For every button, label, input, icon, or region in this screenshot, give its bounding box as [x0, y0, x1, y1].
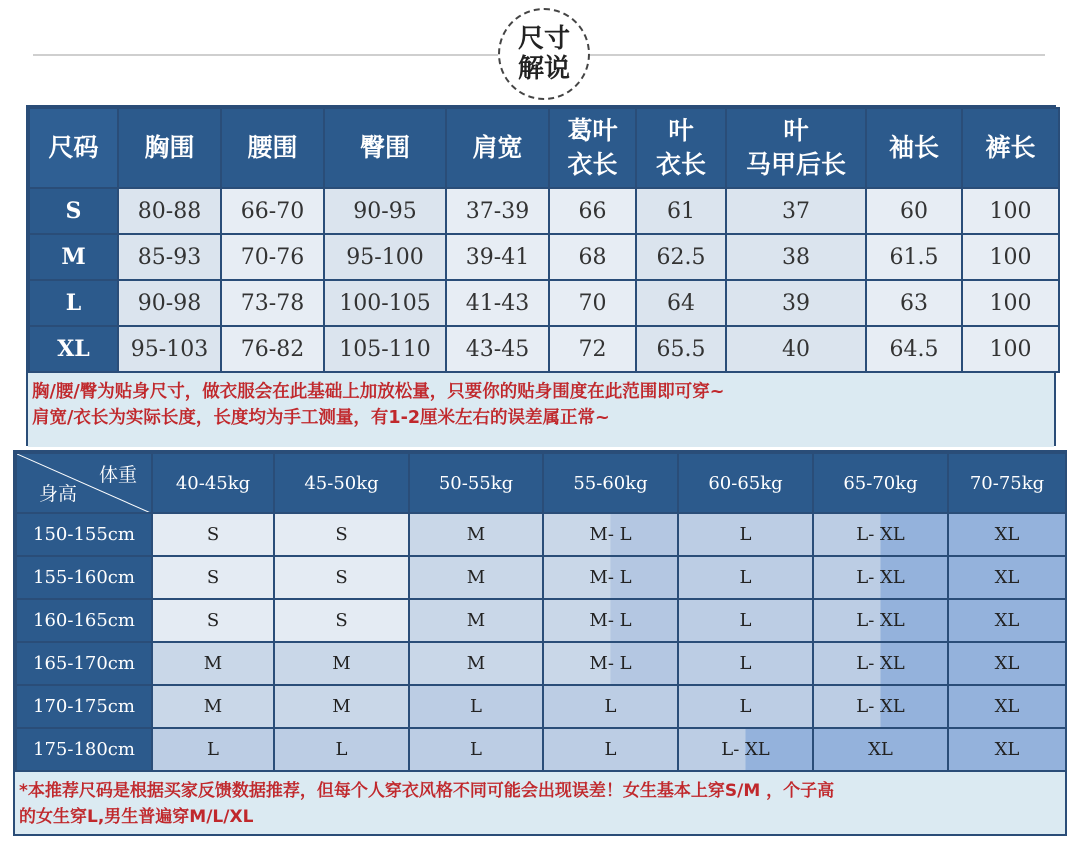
recommended-size-cell: S [152, 599, 274, 642]
weight-col-header: 45-50kg [274, 453, 409, 513]
size-row [29, 234, 1059, 280]
size-col-header [118, 108, 221, 188]
measurement-cell: 73-78 [221, 280, 324, 326]
measurement-cell: 100 [962, 188, 1059, 234]
measurement-cell: 95-100 [324, 234, 446, 280]
measurement-cell: 100 [962, 234, 1059, 280]
measurement-cell: 70-76 [221, 234, 324, 280]
measurement-cell: 61.5 [866, 234, 962, 280]
measurement-cell: 64.5 [866, 326, 962, 372]
recommendation-notes [15, 772, 1065, 834]
height-label-cell: 175-180cm [16, 728, 152, 771]
size-col-header [324, 108, 446, 188]
size-col-header [221, 108, 324, 188]
size-label-cell: S [29, 188, 118, 234]
size-label-cell: XL [29, 326, 118, 372]
recommended-size-cell: L- XL [813, 642, 948, 685]
measurement-cell: 37-39 [446, 188, 549, 234]
recommended-size-cell: L [678, 685, 813, 728]
size-table-notes [28, 373, 1054, 447]
recommended-size-cell: M [409, 513, 543, 556]
recommended-size-cell: S [152, 556, 274, 599]
title-line-1: 尺寸 [517, 24, 570, 54]
recommended-size-cell: M [274, 642, 409, 685]
size-recommendation-table [13, 450, 1067, 836]
measurement-cell: 41-43 [446, 280, 549, 326]
weight-col-header: 40-45kg [152, 453, 274, 513]
recommended-size-cell: M [152, 685, 274, 728]
header-text: 叶 [783, 116, 809, 145]
size-label-cell: M [29, 234, 118, 280]
recommended-size-cell: L- XL [813, 556, 948, 599]
size-col-header [962, 108, 1059, 188]
height-row [16, 513, 1066, 556]
measurement-cell: 80-88 [118, 188, 221, 234]
measurement-cell: 72 [549, 326, 636, 372]
recommended-size-cell: XL [948, 513, 1066, 556]
recommendation-note-2: 的女生穿L,男生普遍穿M/L/XL [19, 807, 254, 827]
size-col-header [726, 108, 866, 188]
height-label-cell: 155-160cm [16, 556, 152, 599]
measurement-cell: 40 [726, 326, 866, 372]
height-row [16, 728, 1066, 771]
header-text: 马甲后长 [745, 150, 846, 179]
height-label-cell: 150-155cm [16, 513, 152, 556]
header-text: 腰围 [247, 133, 298, 162]
recommended-size-cell: L [678, 556, 813, 599]
header-text: 尺码 [48, 133, 99, 162]
recommended-size-cell: L [678, 599, 813, 642]
height-label-cell: 160-165cm [16, 599, 152, 642]
recommended-size-cell: XL [948, 685, 1066, 728]
recommended-size-cell: L [409, 728, 543, 771]
measurement-cell: 66 [549, 188, 636, 234]
size-note-2: 肩宽/衣长为实际长度，长度均为手工测量，有1-2厘米左右的误差属正常~ [32, 408, 610, 428]
measurement-cell: 100-105 [324, 280, 446, 326]
recommended-size-cell: L [678, 642, 813, 685]
header-rule-left [33, 54, 498, 56]
measurement-cell: 90-95 [324, 188, 446, 234]
recommended-size-cell: M- L [543, 556, 678, 599]
measurement-cell: 38 [726, 234, 866, 280]
size-row [29, 326, 1059, 372]
measurement-cell: 68 [549, 234, 636, 280]
measurement-cell: 100 [962, 326, 1059, 372]
recommended-size-cell: M- L [543, 513, 678, 556]
measurement-cell: 90-98 [118, 280, 221, 326]
recommended-size-cell: L- XL [678, 728, 813, 771]
header-text: 衣长 [655, 150, 706, 179]
measurement-cell: 39 [726, 280, 866, 326]
size-col-header [29, 108, 118, 188]
header-text: 衣长 [567, 150, 618, 179]
measurement-cell: 105-110 [324, 326, 446, 372]
measurement-cell: 37 [726, 188, 866, 234]
weight-col-header: 60-65kg [678, 453, 813, 513]
recommended-size-cell: S [152, 513, 274, 556]
weight-label: 体重 [98, 464, 137, 486]
recommended-size-cell: L [274, 728, 409, 771]
measurement-cell: 60 [866, 188, 962, 234]
measurement-cell: 65.5 [636, 326, 726, 372]
corner-header [16, 453, 152, 513]
recommended-size-cell: S [274, 556, 409, 599]
height-row [16, 642, 1066, 685]
recommended-size-cell: L- XL [813, 599, 948, 642]
measurement-cell: 95-103 [118, 326, 221, 372]
weight-col-header: 65-70kg [813, 453, 948, 513]
height-label-cell: 165-170cm [16, 642, 152, 685]
header-text: 叶 [668, 116, 694, 145]
size-row [29, 188, 1059, 234]
measurement-cell: 76-82 [221, 326, 324, 372]
height-label-cell: 170-175cm [16, 685, 152, 728]
recommended-size-cell: XL [948, 642, 1066, 685]
measurement-cell: 62.5 [636, 234, 726, 280]
height-row [16, 599, 1066, 642]
measurement-cell: 70 [549, 280, 636, 326]
height-label: 身高 [39, 483, 78, 505]
height-row [16, 685, 1066, 728]
title-line-2: 解说 [517, 54, 570, 84]
recommended-size-cell: M [409, 599, 543, 642]
recommended-size-cell: S [274, 513, 409, 556]
measurement-cell: 63 [866, 280, 962, 326]
recommended-size-cell: L [543, 728, 678, 771]
recommended-size-cell: L- XL [813, 685, 948, 728]
recommended-size-cell: L [409, 685, 543, 728]
recommended-size-cell: L [543, 685, 678, 728]
size-col-header [636, 108, 726, 188]
size-col-header [446, 108, 549, 188]
header-rule-right [590, 54, 1045, 56]
recommended-size-cell: XL [948, 728, 1066, 771]
size-label-cell: L [29, 280, 118, 326]
measurement-cell: 43-45 [446, 326, 549, 372]
size-row [29, 280, 1059, 326]
recommended-size-cell: M- L [543, 642, 678, 685]
measurement-cell: 64 [636, 280, 726, 326]
header-text: 袖长 [888, 133, 939, 162]
recommended-size-cell: M [152, 642, 274, 685]
header-text: 肩宽 [472, 133, 523, 162]
recommended-size-cell: XL [948, 599, 1066, 642]
recommended-size-cell: XL [813, 728, 948, 771]
measurement-cell: 39-41 [446, 234, 549, 280]
title-badge [498, 8, 590, 100]
recommended-size-cell: M- L [543, 599, 678, 642]
recommended-size-cell: L [152, 728, 274, 771]
weight-col-header: 50-55kg [409, 453, 543, 513]
recommendation-note-1: *本推荐尺码是根据买家反馈数据推荐，但每个人穿衣风格不同可能会出现误差！女生基本上穿S/M ，个子高 [19, 781, 835, 801]
header-text: 裤长 [985, 133, 1036, 162]
recommended-size-cell: L- XL [813, 513, 948, 556]
size-col-header [549, 108, 636, 188]
recommended-size-cell: S [274, 599, 409, 642]
size-table-header-row [29, 108, 1059, 188]
height-row [16, 556, 1066, 599]
weight-col-header: 70-75kg [948, 453, 1066, 513]
header-text: 臀围 [359, 133, 410, 162]
measurement-cell: 85-93 [118, 234, 221, 280]
measurement-cell: 66-70 [221, 188, 324, 234]
recommended-size-cell: M [409, 642, 543, 685]
header-text: 葛叶 [567, 116, 618, 145]
weight-header-row [16, 453, 1066, 513]
recommended-size-cell: XL [948, 556, 1066, 599]
recommended-size-cell: M [409, 556, 543, 599]
measurement-cell: 100 [962, 280, 1059, 326]
size-note-1: 胸/腰/臀为贴身尺寸，做衣服会在此基础上加放松量，只要你的贴身围度在此范围即可穿~ [32, 382, 725, 402]
recommended-size-cell: M [274, 685, 409, 728]
size-measurement-table [26, 105, 1056, 446]
header-text: 胸围 [144, 133, 195, 162]
weight-col-header: 55-60kg [543, 453, 678, 513]
size-col-header [866, 108, 962, 188]
recommended-size-cell: L [678, 513, 813, 556]
measurement-cell: 61 [636, 188, 726, 234]
